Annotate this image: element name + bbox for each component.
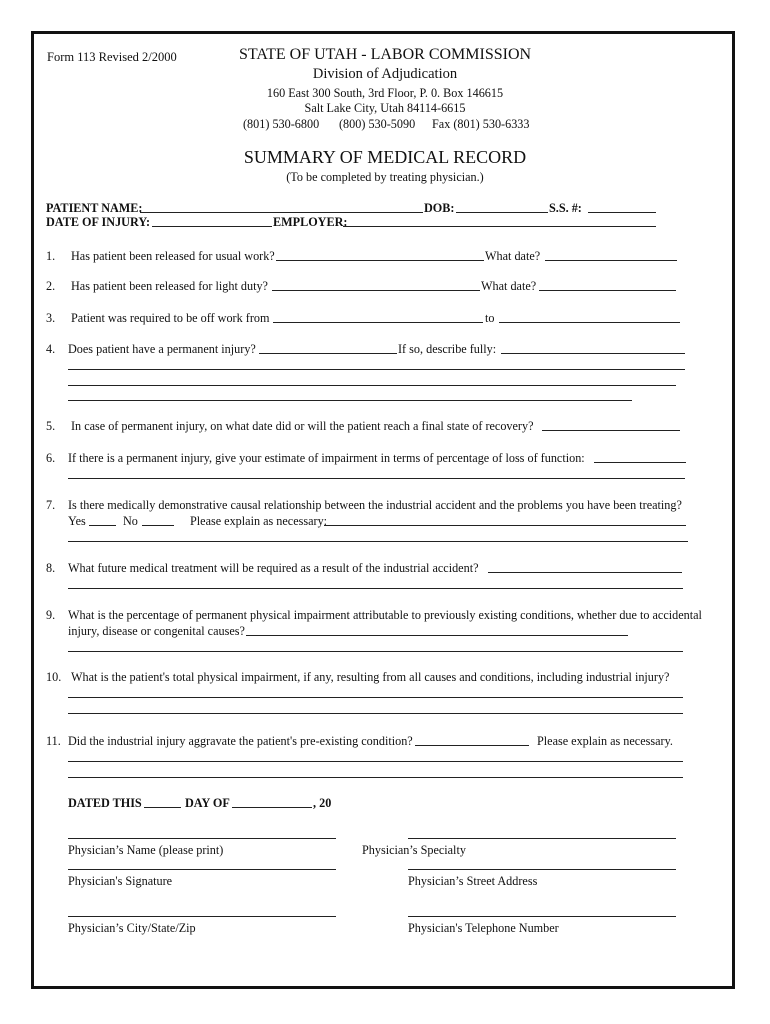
q4-describe-line-4[interactable] <box>68 400 632 401</box>
q1-text: Has patient been released for usual work? <box>71 249 275 263</box>
q7-text: Is there medically demonstrative causal relationship between the industrial accident and the problems you have been treating? <box>68 498 682 512</box>
patient-name-field[interactable] <box>140 212 423 213</box>
physician-signature-line[interactable] <box>68 869 336 870</box>
q11-explain-line-1[interactable] <box>68 761 683 762</box>
dated-year-label: , 20 <box>313 796 332 810</box>
q7-no-field[interactable] <box>142 525 174 526</box>
agency-name: STATE OF UTAH - LABOR COMMISSION <box>238 46 532 63</box>
physician-city-label: Physician’s City/State/Zip <box>68 921 196 935</box>
physician-street-line[interactable] <box>408 869 676 870</box>
physician-specialty-label: Physician’s Specialty <box>362 843 466 857</box>
physician-signature-label: Physician's Signature <box>68 874 173 888</box>
physician-city-line[interactable] <box>68 916 336 917</box>
q4-text: Does patient have a permanent injury? <box>68 342 256 356</box>
phone-tollfree: (800) 530-5090 <box>339 117 416 131</box>
q7-yes-label: Yes <box>68 514 86 528</box>
q9-number: 9. <box>46 608 56 622</box>
q1-number: 1. <box>46 249 56 263</box>
physician-specialty-line[interactable] <box>408 838 676 839</box>
dated-month-field[interactable] <box>232 807 312 808</box>
q9-answer-line-2[interactable] <box>68 651 683 652</box>
q8-text: What future medical treatment will be required as a result of the industrial accident? <box>68 561 479 575</box>
q7-no-label: No <box>123 514 138 528</box>
employer-label: EMPLOYER: <box>273 215 348 229</box>
fax-number: Fax (801) 530-6333 <box>432 117 530 131</box>
q5-text: In case of permanent injury, on what date did or will the patient reach a final state of recovery? <box>71 419 534 433</box>
division-name: Division of Adjudication <box>312 66 458 82</box>
q10-answer-line-1[interactable] <box>68 697 683 698</box>
dob-field[interactable] <box>456 212 548 213</box>
ss-label: S.S. #: <box>549 201 582 215</box>
q9-text: What is the percentage of permanent physical impairment attributable to previously existing conditions, whether due to accidental <box>68 608 702 622</box>
q8-answer-field[interactable] <box>488 572 682 573</box>
form-number: Form 113 Revised 2/2000 <box>47 50 177 64</box>
q10-text: What is the patient's total physical impairment, if any, resulting from all causes and conditions, including industrial injury? <box>71 670 670 684</box>
q11-explain-line-2[interactable] <box>68 777 683 778</box>
phone-main: (801) 530-6800 <box>243 117 320 131</box>
q7-number: 7. <box>46 498 56 512</box>
q10-answer-line-2[interactable] <box>68 713 683 714</box>
q3-text: Patient was required to be off work from <box>71 311 270 325</box>
q6-text: If there is a permanent injury, give your estimate of impairment in terms of percentage of loss of function: <box>68 451 585 465</box>
q4-describe-line-2[interactable] <box>68 369 685 370</box>
q4-describe-field[interactable] <box>501 353 685 354</box>
ss-field[interactable] <box>588 212 656 213</box>
q11-text: Did the industrial injury aggravate the patient's pre-existing condition? <box>68 734 413 748</box>
q7-explain-label: Please explain as necessary: <box>190 514 328 528</box>
q7-explain-line-2[interactable] <box>68 541 688 542</box>
employer-field[interactable] <box>343 226 656 227</box>
q6-answer-line-2[interactable] <box>68 478 685 479</box>
q6-number: 6. <box>46 451 56 465</box>
q9-text-cont: injury, disease or congenital causes? <box>68 624 245 638</box>
q4-answer-field[interactable] <box>259 353 397 354</box>
q4-number: 4. <box>46 342 56 356</box>
physician-name-label: Physician’s Name (please print) <box>68 843 224 857</box>
q3-number: 3. <box>46 311 56 325</box>
q2-answer-field[interactable] <box>272 290 480 291</box>
q2-date-label: What date? <box>481 279 537 293</box>
q8-answer-line-2[interactable] <box>68 588 683 589</box>
q1-date-label: What date? <box>485 249 541 263</box>
q3-to-field[interactable] <box>499 322 680 323</box>
dob-label: DOB: <box>424 201 455 215</box>
day-of-label: DAY OF <box>185 796 230 810</box>
q3-from-field[interactable] <box>273 322 483 323</box>
patient-name-label: PATIENT NAME: <box>46 201 143 215</box>
q9-answer-field[interactable] <box>246 635 628 636</box>
physician-street-label: Physician’s Street Address <box>408 874 538 888</box>
date-of-injury-label: DATE OF INJURY: <box>46 215 151 229</box>
q1-date-field[interactable] <box>545 260 677 261</box>
q11-answer-field[interactable] <box>415 745 529 746</box>
q2-number: 2. <box>46 279 56 293</box>
q4-describe-line-3[interactable] <box>68 385 676 386</box>
q6-answer-field[interactable] <box>594 462 686 463</box>
q11-explain-label: Please explain as necessary. <box>537 734 673 748</box>
q1-answer-field[interactable] <box>276 260 484 261</box>
physician-name-line[interactable] <box>68 838 336 839</box>
address-line-1: 160 East 300 South, 3rd Floor, P. 0. Box 146615 <box>266 86 504 100</box>
dated-this-label: DATED THIS <box>68 796 142 810</box>
physician-phone-label: Physician's Telephone Number <box>408 921 559 935</box>
q7-explain-field[interactable] <box>324 525 686 526</box>
q10-number: 10. <box>46 670 62 684</box>
q11-number: 11. <box>46 734 61 748</box>
physician-phone-line[interactable] <box>408 916 676 917</box>
dated-day-field[interactable] <box>144 807 181 808</box>
form-subtitle: (To be completed by treating physician.) <box>286 170 484 184</box>
q2-date-field[interactable] <box>539 290 676 291</box>
q8-number: 8. <box>46 561 56 575</box>
q5-number: 5. <box>46 419 56 433</box>
date-of-injury-field[interactable] <box>152 226 272 227</box>
form-title: SUMMARY OF MEDICAL RECORD <box>243 147 527 167</box>
q5-answer-field[interactable] <box>542 430 680 431</box>
q7-yes-field[interactable] <box>89 525 116 526</box>
q3-to-label: to <box>485 311 495 325</box>
address-line-2: Salt Lake City, Utah 84114-6615 <box>304 101 466 115</box>
q4-followup-label: If so, describe fully: <box>398 342 497 356</box>
q2-text: Has patient been released for light duty? <box>71 279 268 293</box>
